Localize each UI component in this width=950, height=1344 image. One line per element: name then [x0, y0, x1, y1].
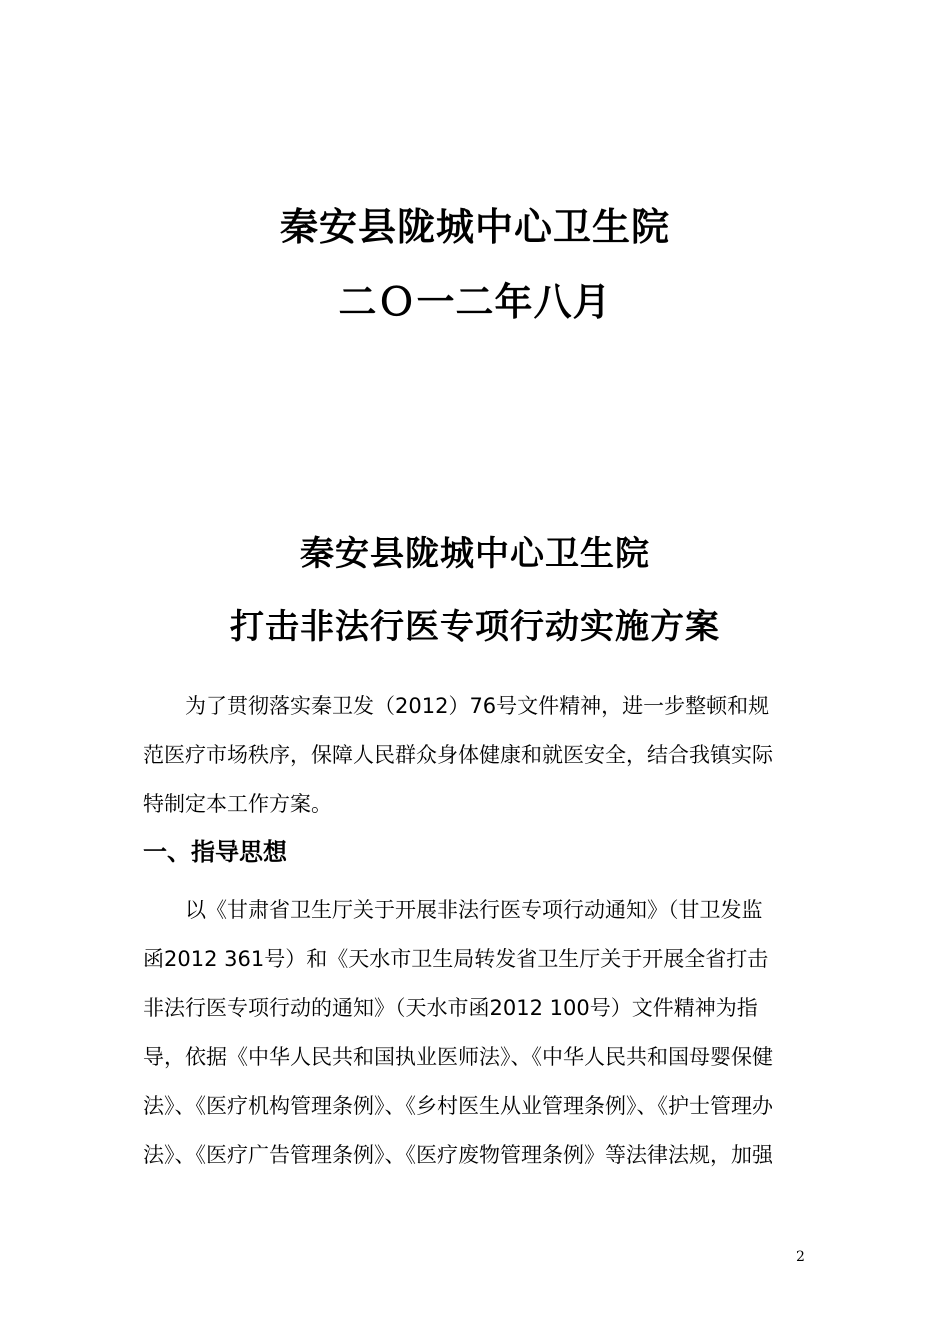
section-heading: 一、指导思想: [143, 838, 287, 866]
document-title-line1: 秦安县陇城中心卫生院: [300, 534, 650, 574]
section1-line: 非法行医专项行动的通知》（天水市函2012 100号）文件精神为指: [143, 996, 758, 1020]
cover-org-name: 秦安县陇城中心卫生院: [279, 205, 670, 249]
section1-line: 导，依据《中华人民共和国执业医师法》、《中华人民共和国母婴保健: [143, 1045, 773, 1069]
intro-line: 为了贯彻落实秦卫发（2012）76号文件精神，进一步整顿和规: [185, 694, 770, 718]
intro-line: 范医疗市场秩序，保障人民群众身体健康和就医安全，结合我镇实际: [143, 743, 773, 767]
cover-date: 二Ｏ一二年八月: [338, 280, 612, 324]
section1-line: 法》、《医疗机构管理条例》、《乡村医生从业管理条例》、《护士管理办: [143, 1094, 773, 1118]
page-number: 2: [796, 1249, 805, 1265]
section1-line: 函2012 361号）和《天水市卫生局转发省卫生厅关于开展全省打击: [143, 947, 769, 971]
intro-paragraph: [143, 682, 807, 829]
section1-line: 法》、《医疗广告管理条例》、《医疗废物管理条例》等法律法规，加强: [143, 1143, 773, 1167]
section1-line: 以《甘肃省卫生厅关于开展非法行医专项行动通知》（甘卫发监: [185, 898, 763, 922]
intro-line: 特制定本工作方案。: [143, 792, 332, 816]
section1-paragraph: [143, 886, 807, 1180]
document-title-line2: 打击非法行医专项行动实施方案: [230, 607, 720, 647]
